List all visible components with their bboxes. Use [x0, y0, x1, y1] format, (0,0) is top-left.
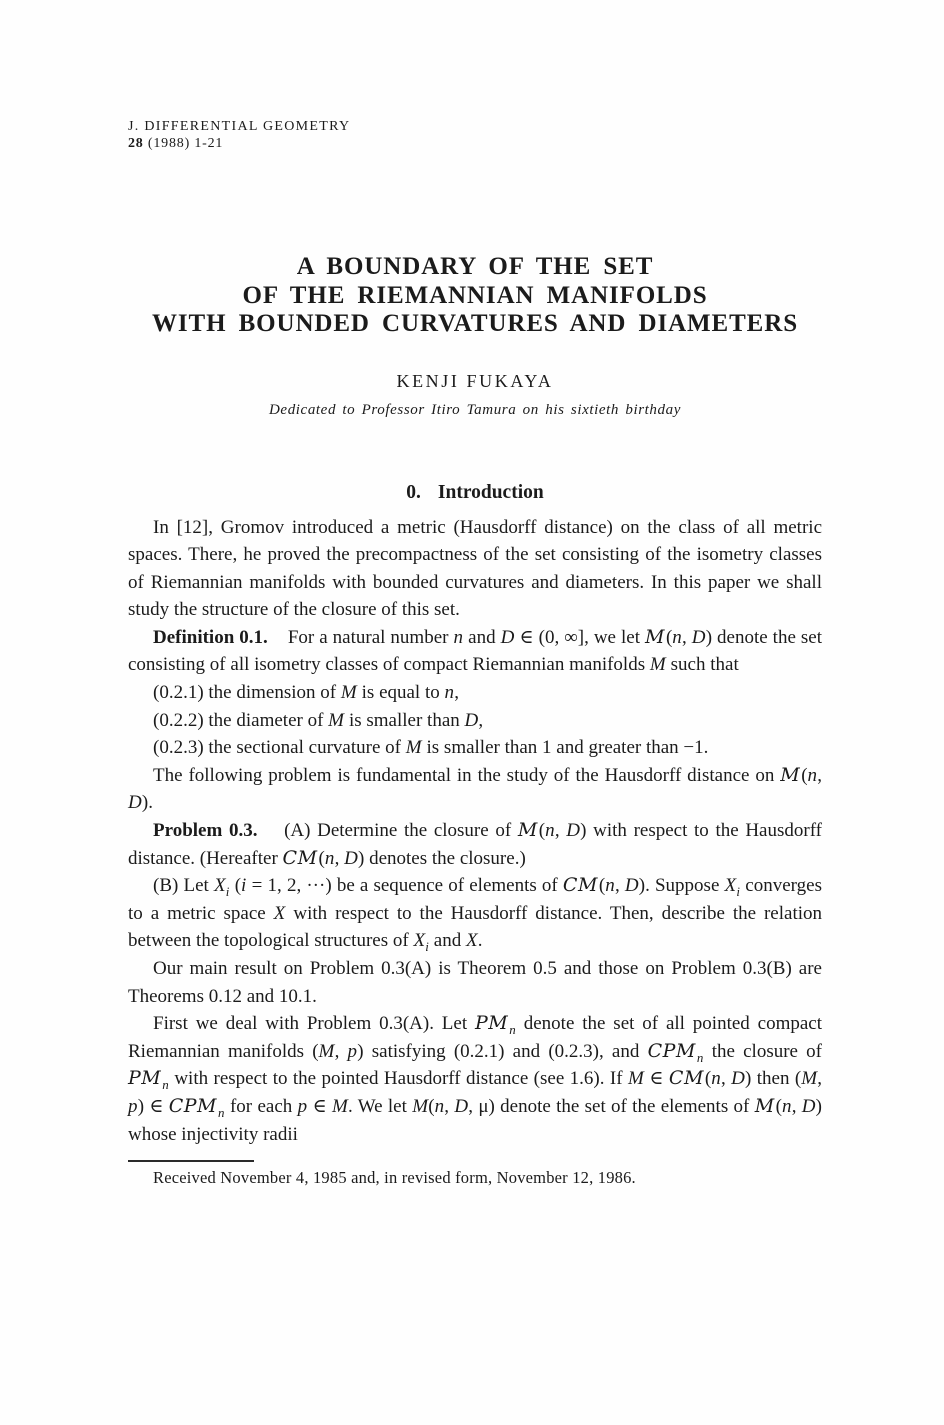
- section-number: 0.: [406, 481, 421, 503]
- paragraph-intro: In [12], Gromov introduced a metric (Hausdorff distance) on the class of all metric spaces. There, he proved the precompactness of the set consisting of the isometry classes of Riemannian manifolds with bounded curvatures and diameters. In this paper we shall study the structure of the closure of this set.: [128, 516, 822, 621]
- paragraph-problem-0-3-a: Problem 0.3. (A) Determine the closure of M(n, D) with respect to the Hausdorff distance. (Hereafter CM(n, D) denotes the closure.): [128, 819, 823, 869]
- issue-info: (1988) 1-21: [143, 136, 224, 151]
- footnote-rule: [128, 1160, 254, 1162]
- title-line-3: WITH BOUNDED CURVATURES AND DIAMETERS: [151, 310, 799, 337]
- body-text: [128, 514, 822, 1149]
- paragraph-problem-0-3-b: (B) Let $X_i$ (i = 1, 2, ···) be a sequence of elements of CM(n, D). Suppose $X_i$ converges to a metric space X with respect to the Hausdorff distance. Then, describe the relation between the topological structures of $X_i$ and X.: [128, 874, 822, 955]
- author-name: KENJI FUKAYA: [396, 370, 554, 391]
- condition-0-2-1: (0.2.1) the dimension of M is equal to n,: [153, 682, 459, 704]
- paragraph-main-result: Our main result on Problem 0.3(A) is Theorem 0.5 and those on Problem 0.3(B) are Theorems 0.12 and 10.1.: [128, 958, 822, 1007]
- text-column: [128, 0, 822, 1188]
- paragraph-pointed-manifolds: First we deal with Problem 0.3(A). Let $PM_n$ denote the set of all pointed compact Riemannian manifolds (M, p) satisfying (0.2.1) and (0.2.3), and $CPM_n$ the closure of $PM_n$ with respect to the pointed Hausdorff distance (see 1.6). If M ∈ CM(n, D) then (M, p) ∈ $CPM_n$ for each p ∈ M. We let M(n, D, μ) denote the set of the elements of M(n, D) whose injectivity radii: [128, 1012, 823, 1145]
- title-line-1: A BOUNDARY OF THE SET: [296, 253, 654, 280]
- section-title: Introduction: [437, 481, 544, 503]
- paragraph-following-problem: The following problem is fundamental in the study of the Hausdorff distance on M(n, D).: [128, 763, 822, 814]
- journal-volume-line: [128, 135, 822, 152]
- condition-0-2-2: (0.2.2) the diameter of M is smaller than D,: [153, 709, 484, 731]
- volume-number: 28: [128, 136, 144, 151]
- dedication: Dedicated to Professor Itiro Tamura on his sixtieth birthday: [269, 401, 681, 418]
- footnote: [128, 1160, 822, 1188]
- journal-name: J. DIFFERENTIAL GEOMETRY: [128, 119, 351, 134]
- paper-title: [128, 253, 822, 339]
- title-line-2: OF THE RIEMANNIAN MANIFOLDS: [242, 281, 708, 309]
- paragraph-definition-0-1: Definition 0.1. For a natural number n and D ∈ (0, ∞], we let M(n, D) denote the set consisting of all isometry classes of compact Riemannian manifolds M such that: [128, 625, 822, 676]
- section-heading: [128, 482, 822, 504]
- journal-header: [128, 0, 822, 152]
- footnote-text: Received November 4, 1985 and, in revised form, November 12, 1986.: [153, 1168, 636, 1188]
- condition-0-2-3: (0.2.3) the sectional curvature of M is smaller than 1 and greater than −1.: [153, 737, 709, 759]
